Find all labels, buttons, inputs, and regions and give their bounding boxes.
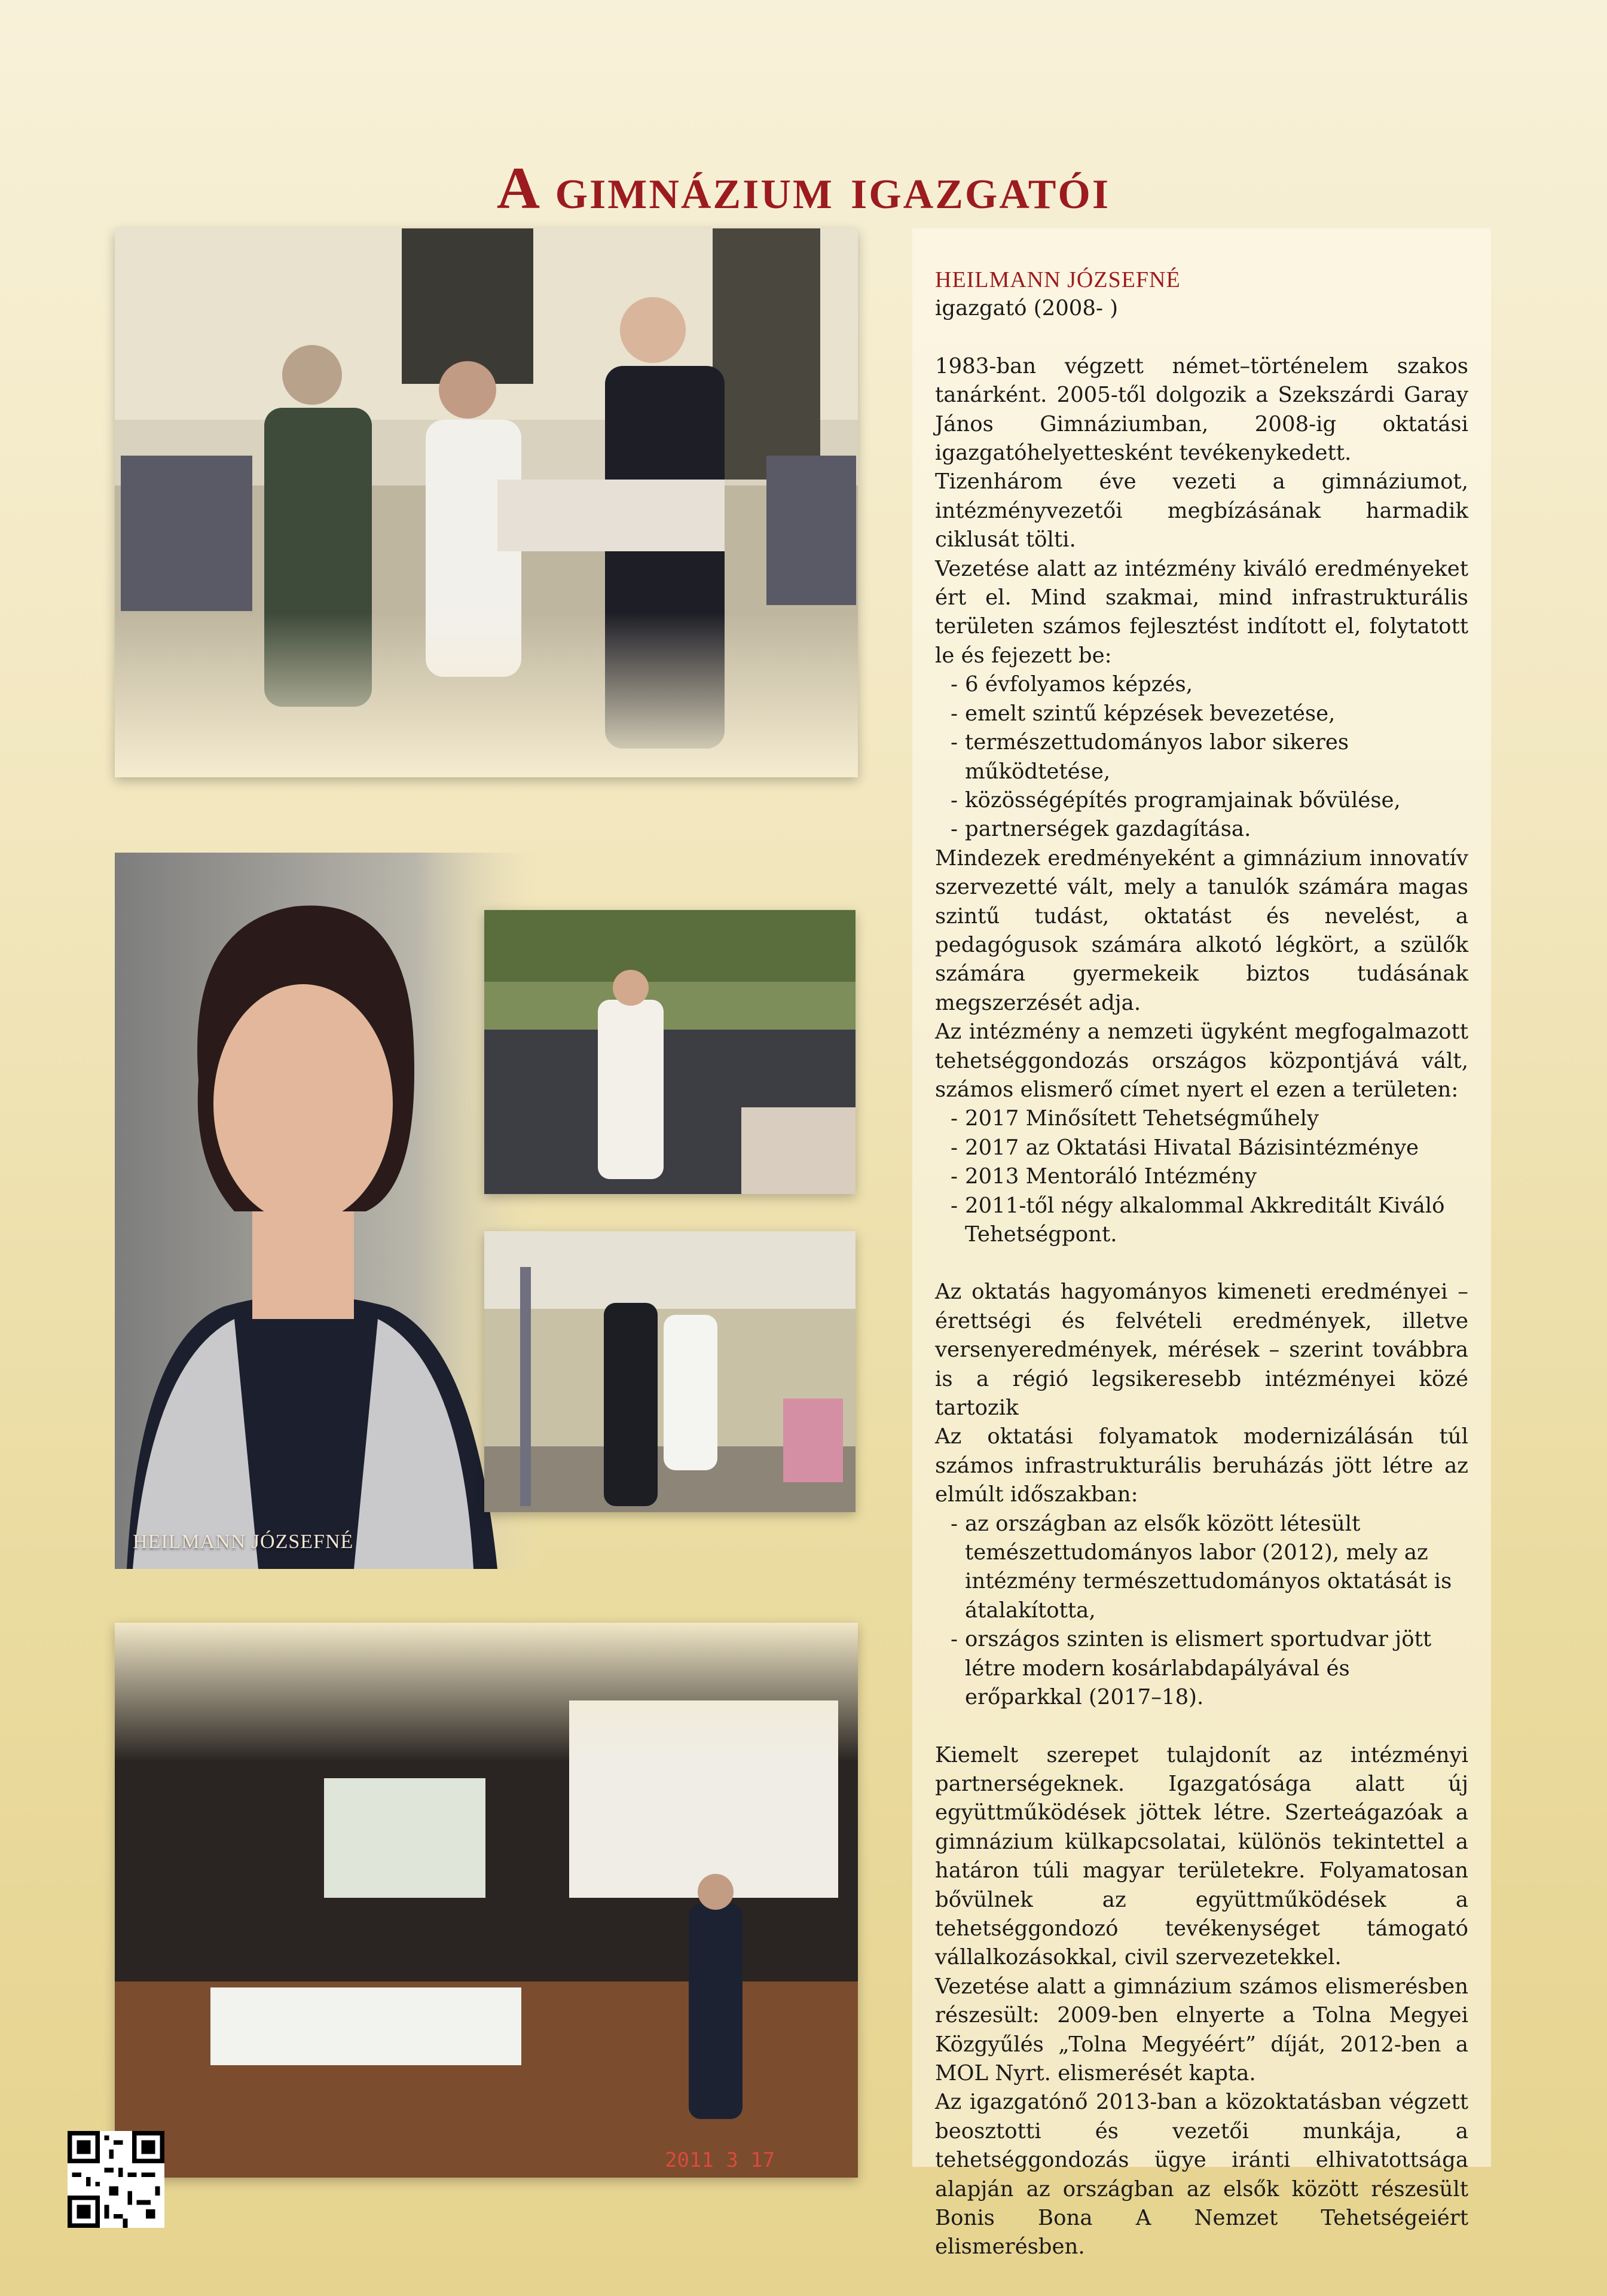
list-item: - 2017 Minősített Tehetségműhely [951,1104,1468,1133]
procession-photo [484,1231,856,1512]
bio-paragraph: Az igazgatónő 2013-ban a közoktatásban végzett beosztotti és vezetői munkája, a tehetséggondozás ügye iránti elhivatottsága alapján az országban az elsők között részesült Bonis Bona A Nemzet Tehetségeiért elismerésben. [935,2090,1468,2260]
portrait-photo [115,853,545,1569]
bio-paragraph: Kiemelt szerepet tulajdonít az intézményi partnerségeknek. Igazgatósága alatt új együttműködések jöttek létre. Szerteágazóak a gimnázium külkapcsolatai, különös tekintettel a határon túli magyar területekre. Folyamatosan bővülnek az együttműködések a tehetséggondozó tevékenységet támogató vállalkozásokkal, civil szervezetekkel. [935,1742,1468,1970]
bio-paragraph: Vezetése alatt a gimnázium számos elismerésben részesült: 2009-ben elnyerte a Tolna Megyei Közgyűlés „Tolna Megyéért” díját, 2012-ben a MOL Nyrt. elismerését kapta. [935,1974,1468,2086]
list-item: - országos szinten is elismert sportudvar jött létre modern kosárlabdapályával és erőparkkal (2017–18). [951,1625,1468,1712]
list-item: - 6 évfolyamos képzés, [951,670,1468,699]
photo-timestamp: 2011 3 17 [665,2148,775,2172]
ceremony-photo [115,228,858,777]
conference-photo [115,1623,858,2178]
bio-paragraph: Az oktatási folyamatok modernizálásán túl számos infrastrukturális beruházás jött létre az elmúlt időszakban: [935,1424,1468,1507]
page-title: A gimnázium igazgatói [496,155,1111,221]
list-item: - természettudományos labor sikeres működtetése, [951,728,1468,786]
bio-paragraph: Mindezek eredményeként a gimnázium innovatív szervezetté vált, mely a tanulók számára magas szintű tudást, oktatást és nevelést, a pedagógusok számára alkotó légkört, a szülők számára gyermekeik biztos tudásának megszerzését adja. [935,845,1468,1015]
portrait-caption: HEILMANN JÓZSEFNÉ [133,1531,354,1553]
audience-photo [484,910,856,1194]
list-item: - partnerségek gazdagítása. [951,815,1468,844]
list-item: - emelt szintű képzések bevezetése, [951,700,1468,728]
list-item: - 2011-től négy alkalommal Akkreditált Kiváló Tehetségpont. [951,1192,1468,1250]
director-role: igazgató (2008- ) [935,296,1119,321]
qr-code[interactable] [68,2131,164,2228]
investments-list [935,1510,1468,1712]
list-item: - 2013 Mentoráló Intézmény [951,1162,1468,1191]
bio-paragraph: 1983-ban végzett német–történelem szakos tanárként. 2005-től dolgozik a Szekszárdi Garay János Gimnáziumban, 2008-ig oktatási igazgatóhelyettesként tevékenykedett. [935,353,1468,466]
list-item: - az országban az elsők között létesült temészettudományos labor (2012), mely az intézmény természettudományos oktatását is átalakította, [951,1510,1468,1626]
bio-paragraph: Az oktatás hagyományos kimeneti eredményei – érettségi és felvételi eredmények, illetve versenyeredmények, mérések – szerint továbbra is a régió legsikeresebb intézményei közé tartozik [935,1280,1468,1421]
developments-list [935,670,1468,844]
list-item: - közösségépítés programjainak bővülése, [951,786,1468,815]
bio-paragraph: Az intézmény a nemzeti ügyként megfogalmazott tehetséggondozás országos központjává vált, számos elismerő címet nyert el ezen a területen: [935,1019,1468,1102]
titles-list [935,1104,1468,1249]
list-item: - 2017 az Oktatási Hivatal Bázisintézménye [951,1134,1468,1162]
director-name: HEILMANN JÓZSEFNÉ [935,267,1181,292]
biography-panel [912,228,1491,2260]
bio-paragraph: Vezetése alatt az intézmény kiváló eredményeket ért el. Mind szakmai, mind infrastrukturális területen számos fejlesztést indított el, folytatott le és fejezett be: [935,556,1468,668]
bio-paragraph: Tizenhárom éve vezeti a gimnáziumot, intézményvezetői megbízásának harmadik ciklusát tölti. [935,469,1468,552]
